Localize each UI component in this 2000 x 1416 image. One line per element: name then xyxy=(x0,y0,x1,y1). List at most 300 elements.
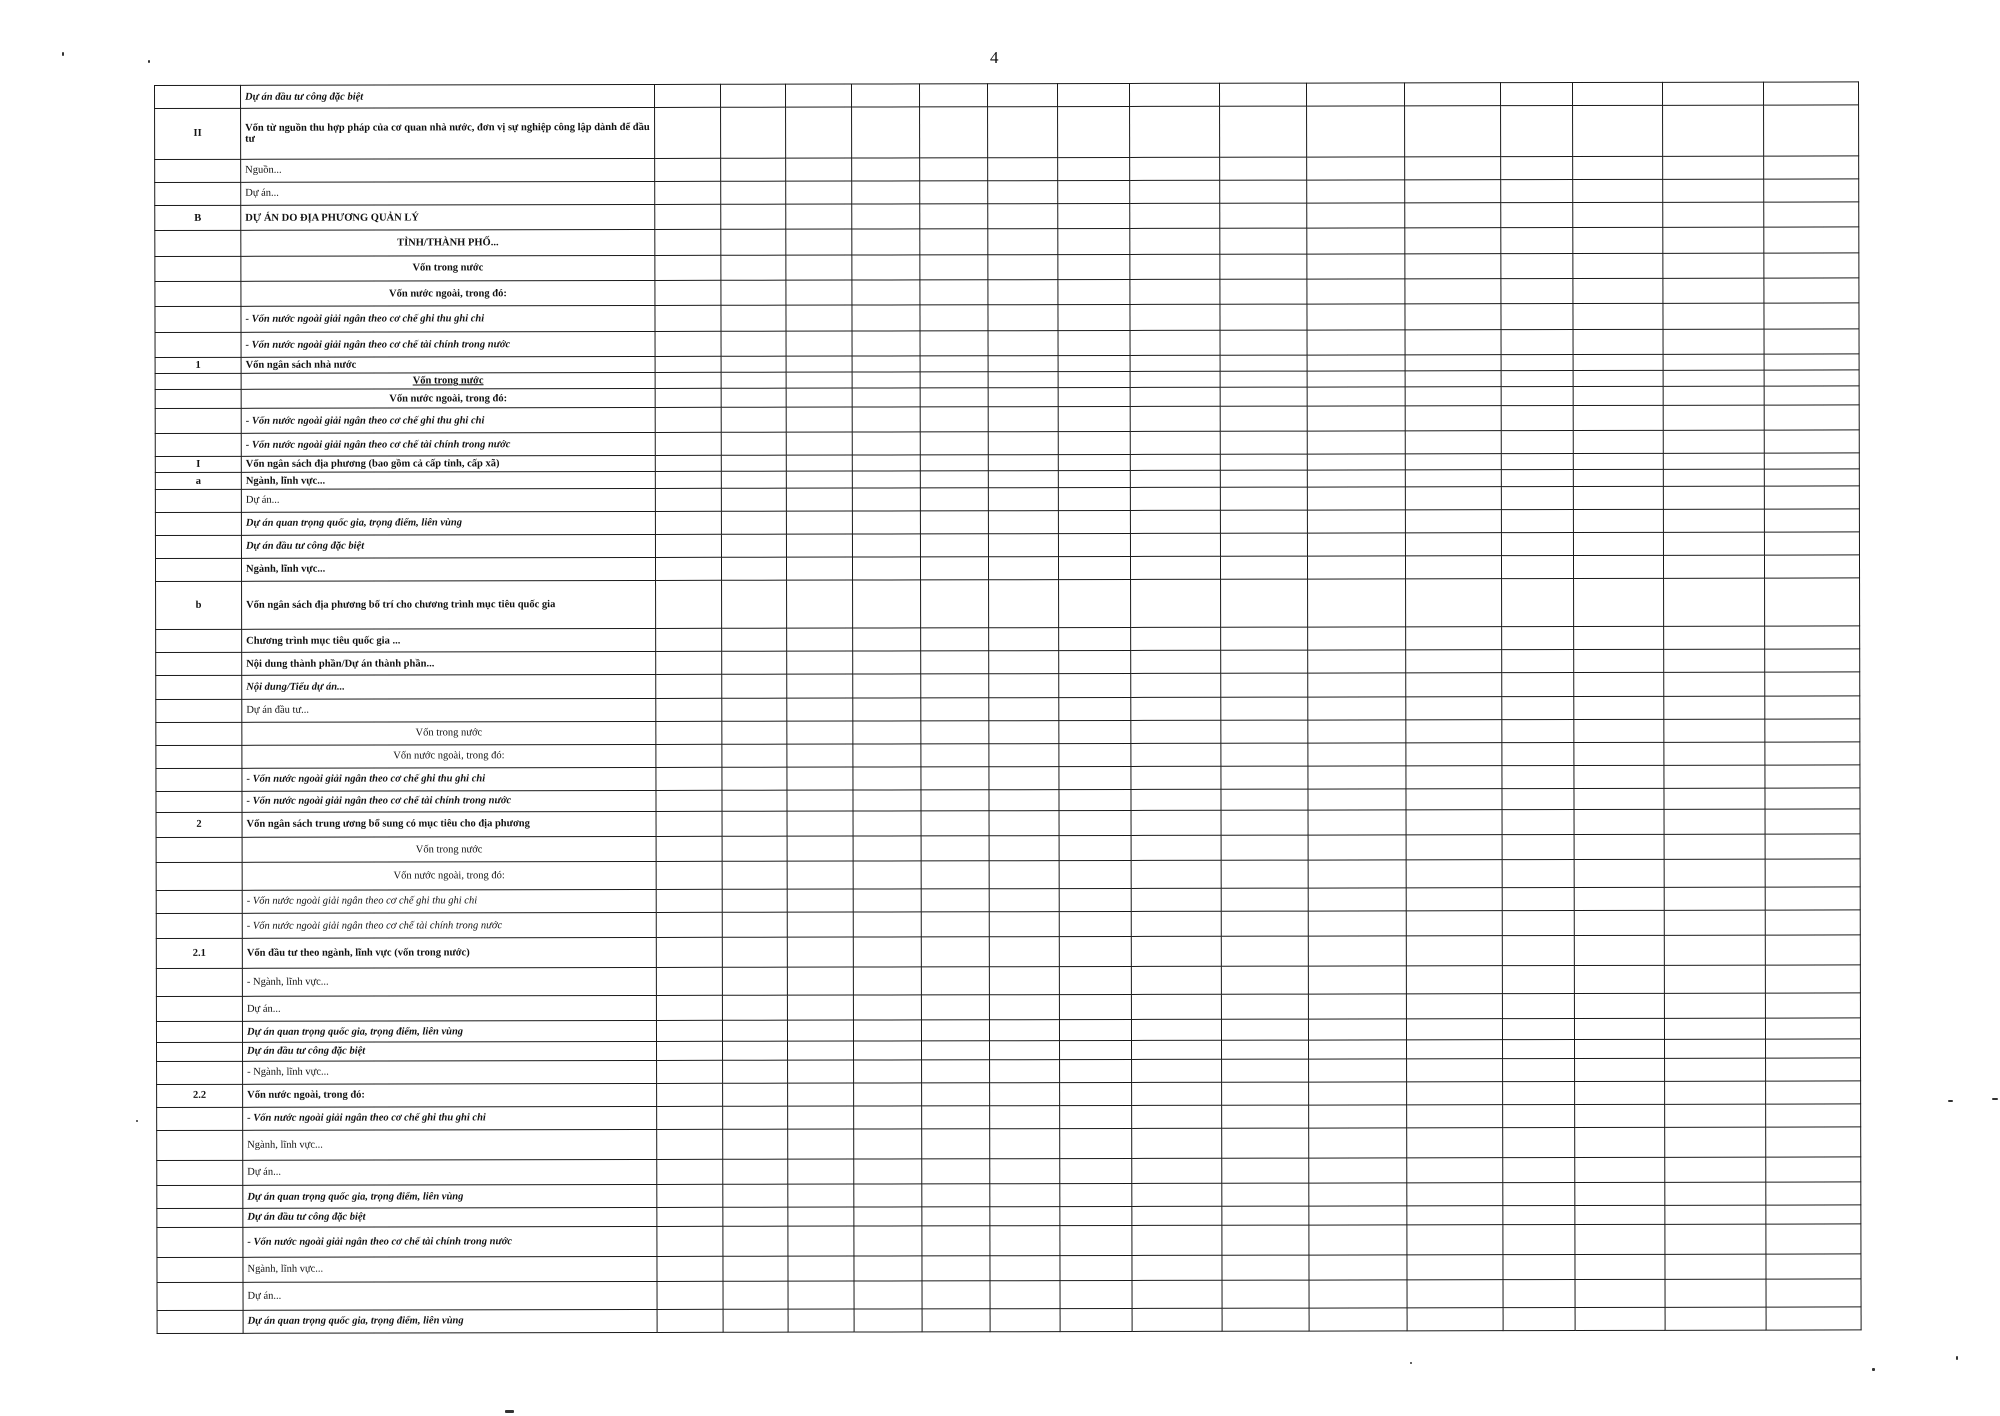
empty-value-cell xyxy=(1059,789,1131,810)
row-number-cell xyxy=(156,913,242,939)
empty-value-cell xyxy=(852,107,920,158)
empty-value-cell xyxy=(988,471,1058,487)
empty-value-cell xyxy=(1131,789,1221,810)
empty-value-cell xyxy=(921,674,989,697)
row-description-cell: Dự án đầu tư công đặc biệt xyxy=(241,534,655,558)
empty-value-cell xyxy=(1307,556,1405,579)
empty-value-cell xyxy=(721,488,786,511)
empty-value-cell xyxy=(1765,965,1860,993)
empty-value-cell xyxy=(1307,487,1405,510)
empty-value-cell xyxy=(1663,329,1764,355)
empty-value-cell xyxy=(723,1281,788,1309)
empty-value-cell xyxy=(1501,202,1573,228)
empty-value-cell xyxy=(788,1256,854,1282)
empty-value-cell xyxy=(1058,280,1130,306)
empty-value-cell xyxy=(1405,532,1501,555)
empty-value-cell xyxy=(1764,179,1859,202)
empty-value-cell xyxy=(721,456,786,472)
empty-value-cell xyxy=(922,1059,990,1082)
empty-value-cell xyxy=(1575,1157,1665,1183)
empty-value-cell xyxy=(1060,1255,1132,1281)
empty-value-cell xyxy=(921,766,989,789)
empty-value-cell xyxy=(1130,203,1220,229)
empty-value-cell xyxy=(1131,994,1221,1020)
empty-value-cell xyxy=(921,912,989,938)
empty-value-cell xyxy=(1131,1020,1221,1041)
empty-value-cell xyxy=(1309,1254,1407,1280)
empty-value-cell xyxy=(920,534,988,557)
empty-value-cell xyxy=(1405,253,1501,279)
empty-value-cell xyxy=(656,995,722,1021)
empty-value-cell xyxy=(1220,454,1307,470)
empty-value-cell xyxy=(1574,673,1664,696)
table-row xyxy=(157,1224,1861,1258)
row-description-cell: Ngành, lĩnh vực... xyxy=(241,472,655,489)
empty-value-cell xyxy=(1405,228,1501,254)
empty-value-cell xyxy=(1406,809,1502,835)
empty-value-cell xyxy=(854,1159,922,1185)
empty-value-cell xyxy=(721,280,786,306)
empty-value-cell xyxy=(1501,304,1573,330)
empty-value-cell xyxy=(1222,1158,1309,1184)
table-row xyxy=(155,405,1859,434)
empty-value-cell xyxy=(1574,1019,1664,1040)
empty-value-cell xyxy=(785,84,851,107)
empty-value-cell xyxy=(1221,1019,1308,1040)
empty-value-cell xyxy=(786,455,852,471)
empty-value-cell xyxy=(1501,253,1573,279)
empty-value-cell xyxy=(852,471,920,487)
empty-value-cell xyxy=(853,767,921,790)
empty-value-cell xyxy=(922,1082,990,1105)
empty-value-cell xyxy=(1309,1105,1407,1128)
empty-value-cell xyxy=(655,107,721,158)
empty-value-cell xyxy=(1502,994,1574,1020)
row-description-cell: Vốn trong nước xyxy=(242,721,656,745)
empty-value-cell xyxy=(1664,650,1765,673)
row-number-cell xyxy=(157,1209,243,1228)
empty-value-cell xyxy=(1220,305,1307,331)
empty-value-cell xyxy=(1220,471,1307,487)
empty-value-cell xyxy=(722,995,787,1021)
empty-value-cell xyxy=(1060,1308,1132,1331)
empty-value-cell xyxy=(989,720,1059,743)
empty-value-cell xyxy=(1663,202,1764,228)
empty-value-cell xyxy=(1220,106,1307,157)
empty-value-cell xyxy=(1406,966,1502,994)
empty-value-cell xyxy=(657,1159,723,1185)
row-description-cell: - Vốn nước ngoài giải ngân theo cơ chế tài chính trong nước xyxy=(242,790,656,812)
empty-value-cell xyxy=(1663,486,1764,509)
empty-value-cell xyxy=(1765,626,1860,649)
row-description-cell: Dự án đầu tư... xyxy=(242,698,656,722)
empty-value-cell xyxy=(1131,766,1221,789)
empty-value-cell xyxy=(1574,696,1664,719)
empty-value-cell xyxy=(1131,674,1221,697)
row-number-cell xyxy=(157,1130,243,1160)
empty-value-cell xyxy=(1058,229,1130,255)
empty-value-cell xyxy=(1130,471,1220,487)
empty-value-cell xyxy=(852,557,920,580)
empty-value-cell xyxy=(989,889,1059,912)
empty-value-cell xyxy=(1307,157,1405,180)
row-number-cell xyxy=(155,374,241,390)
empty-value-cell xyxy=(1501,470,1573,486)
empty-value-cell xyxy=(1132,1128,1222,1158)
empty-value-cell xyxy=(853,967,921,995)
empty-value-cell xyxy=(655,472,721,488)
scan-speck xyxy=(1992,1098,1998,1100)
empty-value-cell xyxy=(1501,555,1573,578)
empty-value-cell xyxy=(1665,1205,1766,1224)
empty-value-cell xyxy=(921,720,989,743)
empty-value-cell xyxy=(788,1106,854,1129)
empty-value-cell xyxy=(786,181,852,204)
empty-value-cell xyxy=(655,557,721,580)
empty-value-cell xyxy=(786,158,852,181)
empty-value-cell xyxy=(987,84,1057,107)
empty-value-cell xyxy=(1131,861,1221,889)
empty-value-cell xyxy=(921,697,989,720)
empty-value-cell xyxy=(1665,1127,1766,1157)
empty-value-cell xyxy=(1664,859,1765,887)
empty-value-cell xyxy=(1222,1280,1309,1308)
empty-value-cell xyxy=(989,967,1059,995)
empty-value-cell xyxy=(787,912,853,938)
row-description-cell: DỰ ÁN DO ĐỊA PHƯƠNG QUẢN LÝ xyxy=(241,204,655,230)
empty-value-cell xyxy=(1060,1059,1132,1082)
row-number-cell xyxy=(155,281,241,307)
empty-value-cell xyxy=(922,1207,990,1226)
empty-value-cell xyxy=(1764,354,1859,370)
empty-value-cell xyxy=(1058,330,1130,356)
table-row xyxy=(157,1307,1861,1334)
empty-value-cell xyxy=(722,744,787,767)
empty-value-cell xyxy=(853,912,921,938)
empty-value-cell xyxy=(786,107,852,158)
row-number-cell: B xyxy=(155,205,241,231)
empty-value-cell xyxy=(1131,911,1221,937)
empty-value-cell xyxy=(1572,82,1662,105)
empty-value-cell xyxy=(1407,1224,1503,1254)
empty-value-cell xyxy=(656,790,722,811)
table-row xyxy=(156,935,1860,969)
empty-value-cell xyxy=(921,861,989,889)
empty-value-cell xyxy=(1766,1104,1861,1127)
empty-value-cell xyxy=(1764,386,1859,405)
empty-value-cell xyxy=(786,511,852,534)
empty-value-cell xyxy=(1220,431,1307,454)
empty-value-cell xyxy=(657,1281,723,1309)
empty-value-cell xyxy=(921,836,989,862)
empty-value-cell xyxy=(1130,254,1220,280)
empty-value-cell xyxy=(655,181,721,204)
empty-value-cell xyxy=(1501,509,1573,532)
row-number-cell xyxy=(155,489,241,512)
empty-value-cell xyxy=(1501,329,1573,355)
empty-value-cell xyxy=(787,790,853,811)
empty-value-cell xyxy=(988,487,1058,510)
empty-value-cell xyxy=(1764,105,1859,156)
empty-value-cell xyxy=(1765,718,1860,741)
row-description-cell: Vốn nước ngoài, trong đó: xyxy=(242,744,656,768)
empty-value-cell xyxy=(723,1106,788,1129)
empty-value-cell xyxy=(922,1129,990,1159)
empty-value-cell xyxy=(854,1226,922,1256)
row-number-cell xyxy=(157,1160,243,1186)
empty-value-cell xyxy=(1130,388,1220,407)
empty-value-cell xyxy=(786,472,852,488)
empty-value-cell xyxy=(1060,1128,1132,1158)
empty-value-cell xyxy=(920,305,988,331)
empty-value-cell xyxy=(921,937,989,967)
row-number-cell xyxy=(155,231,241,257)
table-row xyxy=(155,253,1859,282)
empty-value-cell xyxy=(1664,809,1765,835)
empty-value-cell xyxy=(1665,1081,1766,1104)
empty-value-cell xyxy=(920,204,988,230)
empty-value-cell xyxy=(1664,578,1765,627)
empty-value-cell xyxy=(1665,1254,1766,1280)
empty-value-cell xyxy=(988,157,1058,180)
empty-value-cell xyxy=(852,432,920,455)
empty-value-cell xyxy=(852,229,920,255)
row-number-cell: 2 xyxy=(156,812,242,838)
empty-value-cell xyxy=(1221,835,1308,861)
empty-value-cell xyxy=(1308,911,1406,937)
empty-value-cell xyxy=(1766,1307,1861,1330)
row-number-cell xyxy=(156,791,242,812)
empty-value-cell xyxy=(1765,765,1860,788)
empty-value-cell xyxy=(1058,372,1130,388)
empty-value-cell xyxy=(1059,628,1131,651)
empty-value-cell xyxy=(1664,765,1765,788)
empty-value-cell xyxy=(721,204,786,230)
empty-value-cell xyxy=(655,230,721,256)
empty-value-cell xyxy=(1220,355,1307,371)
empty-value-cell xyxy=(1059,651,1131,674)
empty-value-cell xyxy=(1405,304,1501,330)
empty-value-cell xyxy=(1222,1255,1309,1281)
empty-value-cell xyxy=(1664,965,1765,993)
empty-value-cell xyxy=(1220,487,1307,510)
empty-value-cell xyxy=(853,937,921,967)
empty-value-cell xyxy=(852,388,920,407)
scan-speck xyxy=(136,1120,138,1122)
empty-value-cell xyxy=(656,862,722,890)
empty-value-cell xyxy=(1308,696,1406,719)
empty-value-cell xyxy=(788,1159,854,1185)
empty-value-cell xyxy=(1663,509,1764,532)
empty-value-cell xyxy=(1574,887,1664,910)
empty-value-cell xyxy=(1665,1307,1766,1330)
empty-value-cell xyxy=(1058,254,1130,280)
empty-value-cell xyxy=(1664,742,1765,765)
empty-value-cell xyxy=(1766,1081,1861,1104)
empty-value-cell xyxy=(1222,1040,1309,1059)
empty-value-cell xyxy=(920,557,988,580)
empty-value-cell xyxy=(920,356,988,372)
table-body xyxy=(155,82,1862,1333)
empty-value-cell xyxy=(1407,1280,1503,1308)
empty-value-cell xyxy=(1059,994,1131,1020)
empty-value-cell xyxy=(1665,1039,1766,1058)
row-number-cell xyxy=(156,676,242,699)
empty-value-cell xyxy=(1057,83,1129,106)
empty-value-cell xyxy=(989,789,1059,810)
empty-value-cell xyxy=(721,511,786,534)
empty-value-cell xyxy=(853,995,921,1021)
scan-speck xyxy=(505,1410,514,1413)
row-number-cell xyxy=(156,630,242,653)
empty-value-cell xyxy=(787,580,853,629)
empty-value-cell xyxy=(851,84,919,107)
empty-value-cell xyxy=(1309,1058,1407,1081)
empty-value-cell xyxy=(1220,556,1307,579)
empty-value-cell xyxy=(787,811,853,837)
empty-value-cell xyxy=(655,511,721,534)
empty-value-cell xyxy=(852,158,920,181)
empty-value-cell xyxy=(853,810,921,836)
row-description-cell: Dự án quan trọng quốc gia, trọng điểm, liên vùng xyxy=(241,511,655,535)
row-number-cell xyxy=(156,745,242,768)
empty-value-cell xyxy=(1665,1157,1766,1183)
empty-value-cell xyxy=(721,331,786,357)
empty-value-cell xyxy=(922,1281,990,1309)
empty-value-cell xyxy=(989,995,1059,1021)
empty-value-cell xyxy=(1664,1019,1765,1040)
empty-value-cell xyxy=(852,356,920,372)
empty-value-cell xyxy=(1663,470,1764,486)
empty-value-cell xyxy=(1406,696,1502,719)
empty-value-cell xyxy=(656,698,722,721)
table-row xyxy=(155,227,1859,256)
empty-value-cell xyxy=(1058,305,1130,331)
empty-value-cell xyxy=(1663,179,1764,202)
empty-value-cell xyxy=(990,1105,1060,1128)
empty-value-cell xyxy=(1406,788,1502,809)
row-number-cell xyxy=(155,558,241,581)
empty-value-cell xyxy=(988,432,1058,455)
empty-value-cell xyxy=(1663,453,1764,469)
empty-value-cell xyxy=(921,790,989,811)
empty-value-cell xyxy=(655,158,721,181)
empty-value-cell xyxy=(1307,180,1405,203)
empty-value-cell xyxy=(1219,83,1306,106)
empty-value-cell xyxy=(1130,157,1220,180)
empty-value-cell xyxy=(988,305,1058,331)
empty-value-cell xyxy=(722,912,787,938)
empty-value-cell xyxy=(1406,579,1502,628)
empty-value-cell xyxy=(721,158,786,181)
empty-value-cell xyxy=(1573,470,1663,486)
empty-value-cell xyxy=(1764,405,1859,431)
empty-value-cell xyxy=(1764,430,1859,453)
empty-value-cell xyxy=(1663,278,1764,304)
empty-value-cell xyxy=(1131,743,1221,766)
row-description-cell: Vốn nước ngoài, trong đó: xyxy=(242,862,656,891)
row-number-cell: 2.1 xyxy=(156,939,242,969)
empty-value-cell xyxy=(1574,834,1664,860)
empty-value-cell xyxy=(787,721,853,744)
row-number-cell xyxy=(157,1282,243,1310)
empty-value-cell xyxy=(1665,1279,1766,1307)
empty-value-cell xyxy=(852,488,920,511)
table-row xyxy=(156,965,1860,996)
row-number-cell: 2.2 xyxy=(157,1084,243,1107)
empty-value-cell xyxy=(1764,370,1859,386)
row-description-cell: Dự án... xyxy=(241,488,655,512)
empty-value-cell xyxy=(1132,1183,1222,1206)
empty-value-cell xyxy=(720,84,785,107)
empty-value-cell xyxy=(1132,1158,1222,1184)
empty-value-cell xyxy=(990,1281,1060,1309)
row-description-cell: - Vốn nước ngoài giải ngân theo cơ chế ghi thu ghi chi xyxy=(242,767,656,791)
empty-value-cell xyxy=(1059,888,1131,911)
empty-value-cell xyxy=(722,836,787,862)
empty-value-cell xyxy=(1766,1254,1861,1280)
empty-value-cell xyxy=(721,432,786,455)
empty-value-cell xyxy=(1574,936,1664,966)
empty-value-cell xyxy=(1502,627,1574,650)
empty-value-cell xyxy=(854,1207,922,1226)
empty-value-cell xyxy=(787,967,853,995)
empty-value-cell xyxy=(853,889,921,912)
empty-value-cell xyxy=(1131,720,1221,743)
empty-value-cell xyxy=(1131,651,1221,674)
empty-value-cell xyxy=(1130,372,1220,388)
empty-value-cell xyxy=(920,455,988,471)
empty-value-cell xyxy=(786,255,852,281)
empty-value-cell xyxy=(1221,766,1308,789)
empty-value-cell xyxy=(721,472,786,488)
empty-value-cell xyxy=(722,721,787,744)
empty-value-cell xyxy=(1308,809,1406,835)
empty-value-cell xyxy=(1307,406,1405,432)
empty-value-cell xyxy=(922,1184,990,1207)
empty-value-cell xyxy=(723,1309,788,1332)
empty-value-cell xyxy=(1407,1183,1503,1206)
empty-value-cell xyxy=(722,675,787,698)
empty-value-cell xyxy=(1664,834,1765,860)
empty-value-cell xyxy=(1130,487,1220,510)
empty-value-cell xyxy=(722,968,787,996)
empty-value-cell xyxy=(1574,719,1664,742)
empty-value-cell xyxy=(1573,105,1663,156)
empty-value-cell xyxy=(988,254,1058,280)
row-number-cell xyxy=(156,863,242,891)
empty-value-cell xyxy=(920,158,988,181)
empty-value-cell xyxy=(656,767,722,790)
empty-value-cell xyxy=(1308,860,1406,888)
row-description-cell: Dự án quan trọng quốc gia, trọng điểm, liên vùng xyxy=(243,1185,657,1209)
empty-value-cell xyxy=(1058,471,1130,487)
empty-value-cell xyxy=(1663,156,1764,179)
empty-value-cell xyxy=(1221,936,1308,966)
empty-value-cell xyxy=(1502,911,1574,937)
empty-value-cell xyxy=(1407,1081,1503,1104)
scan-speck xyxy=(62,52,64,56)
empty-value-cell xyxy=(1309,1280,1407,1308)
empty-value-cell xyxy=(721,356,786,372)
empty-value-cell xyxy=(1573,486,1663,509)
empty-value-cell xyxy=(1573,329,1663,355)
empty-value-cell xyxy=(1501,431,1573,454)
empty-value-cell xyxy=(1058,487,1130,510)
empty-value-cell xyxy=(787,767,853,790)
empty-value-cell xyxy=(1407,1058,1503,1081)
empty-value-cell xyxy=(722,790,787,811)
